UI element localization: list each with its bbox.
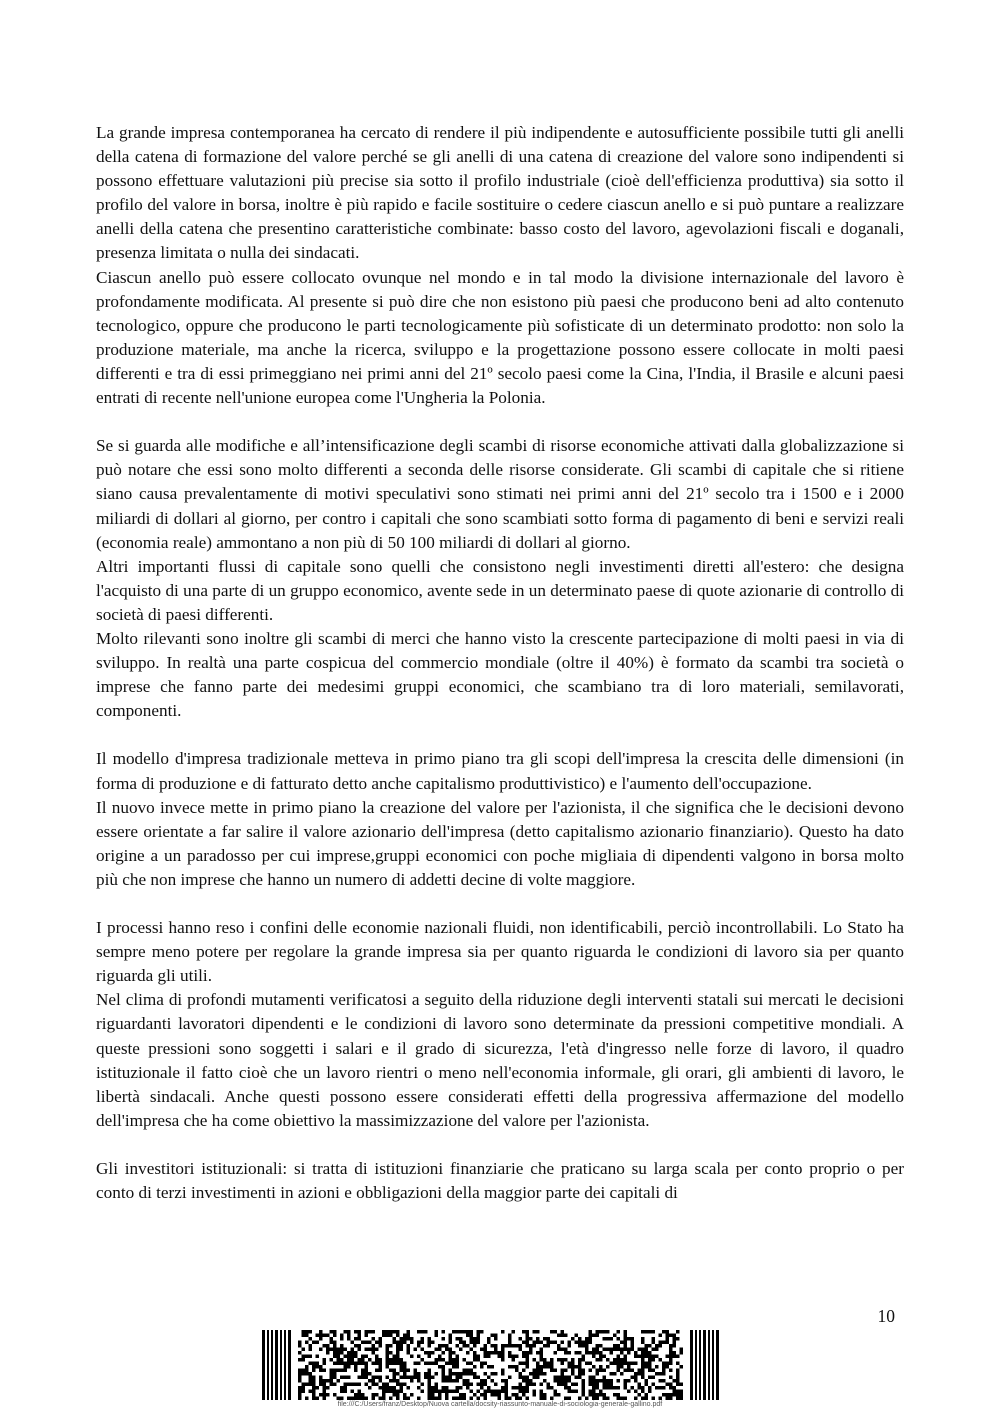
barcode-icon [250,1330,750,1400]
body-text [96,121,904,1205]
paragraph: Se si guarda alle modifiche e all’intensificazione degli scambi di risorse economiche attivati dalla globalizzazione si può notare che essi sono molto differenti a seconda delle risorse considerate. Gli scambi di capitale che si ritiene siano causa prevalentamente di motivi speculativi sono stimati nei primi anni del 21º secolo tra i 1500 e i 2000 miliardi di dollari al giorno, per contro i capitali che sono scambiati sotto forma di pagamento di beni e servizi reali (economia reale) ammontano a non più di 50 100 miliardi di dollari al giorno. [96,436,904,552]
paragraph: Ciascun anello può essere collocato ovunque nel mondo e in tal modo la divisione internazionale del lavoro è profondamente modificata. Al presente si può dire che non esistono più paesi che producono beni ad alto contenuto tecnologico, oppure che producono le parti tecnologicamente più sofisticate di un determinato prodotto: non solo la produzione materiale, ma anche la ricerca, sviluppo e la progettazione possono essere collocate in molti paesi differenti e tra di essi primeggiano nei primi anni del 21º secolo paesi come la Cina, l'India, il Brasile e alcuni paesi entrati di recente nell'unione europea come l'Ungheria la Polonia. [96,267,904,408]
paragraph: I processi hanno reso i confini delle economie nazionali fluidi, non identificabili, perciò incontrollabili. Lo Stato ha sempre meno potere per regolare la grande impresa sia per quanto riguarda le condizioni di lavoro sia per quanto riguarda gli utili. [96,918,904,986]
paragraph: La grande impresa contemporanea ha cercato di rendere il più indipendente e autosufficiente possibile tutti gli anelli della catena di formazione del valore perché se gli anelli di una catena di creazione del valore sono indipendenti si possono effettuare valutazioni più precise sia sotto il profilo industriale (cioè dell'efficienza produttiva) sia sotto il profilo del valore in borsa, inoltre è più rapido e facile sostituire o cedere ciascun anello e si può puntare a realizzare anelli della catena che presentino caratteristiche combinate: basso costo del lavoro, agevolazioni fiscali e doganali, presenza limitata o nulla dei sindacati. [96,123,904,263]
paragraph: Il modello d'impresa tradizionale metteva in primo piano tra gli scopi dell'impresa la crescita delle dimensioni (in forma di produzione e di fatturato detto anche capitalismo produttivistico) e l'aumento dell'occupazione. [96,749,904,793]
paragraph: Nel clima di profondi mutamenti verificatosi a seguito della riduzione degli interventi statali sui mercati le decisioni riguardanti lavoratori dipendenti e le condizioni di lavoro sono determinate da pressioni competitive mondiali. A queste pressioni sono soggetti i salari e il grado di sicurezza, l'età d'ingresso nelle forze di lavoro, il quadro istituzionale il fatto cioè che un lavoro rientri o meno nell'economia informale, gli orari, gli ambienti di lavoro, le libertà sindacali. Anche questi possono essere considerati effetti della progressiva affermazione del modello dell'impresa che ha come obiettivo la massimizzazione del valore per l'azionista. [96,990,904,1130]
paragraph: Il nuovo invece mette in primo piano la creazione del valore per l'azionista, il che significa che le decisioni devono essere orientate a far salire il valore azionario dell'impresa (detto capitalismo azionario finanziario). Questo ha dato origine a un paradosso per cui imprese,gruppi economici con poche migliaia di dipendenti valgono in borsa molto più che non imprese che hanno un numero di addetti decine di volte maggiore. [96,797,904,889]
paragraph: Altri importanti flussi di capitale sono quelli che consistono negli investimenti diretti all'estero: che designa l'acquisto di una parte di un gruppo economico, avente sede in un determinato paese di quote azionarie di controllo di società di paesi differenti. [96,556,904,624]
paragraph: Molto rilevanti sono inoltre gli scambi di merci che hanno visto la crescente partecipazione di molti paesi in via di sviluppo. In realtà una parte cospicua del commercio mondiale (oltre il 40%) è formato da scambi tra società o imprese che fanno parte dei medesimi gruppi economici, che scambiano tra di loro materiali, semilavorati, componenti. [96,628,904,721]
footer-file-path: file:///C:/Users/franz/Desktop/Nuova cartella/docsity-riassunto-manuale-di-sociologia-generale-gallino.pdf [337,1401,663,1408]
paragraph: Gli investitori istituzionali: si tratta di istituzioni finanziarie che praticano su larga scala per conto proprio o per conto di terzi investimenti in azioni e obbligazioni della maggior parte dei capitali di [96,1159,904,1203]
page-number: 10 [877,1306,895,1326]
